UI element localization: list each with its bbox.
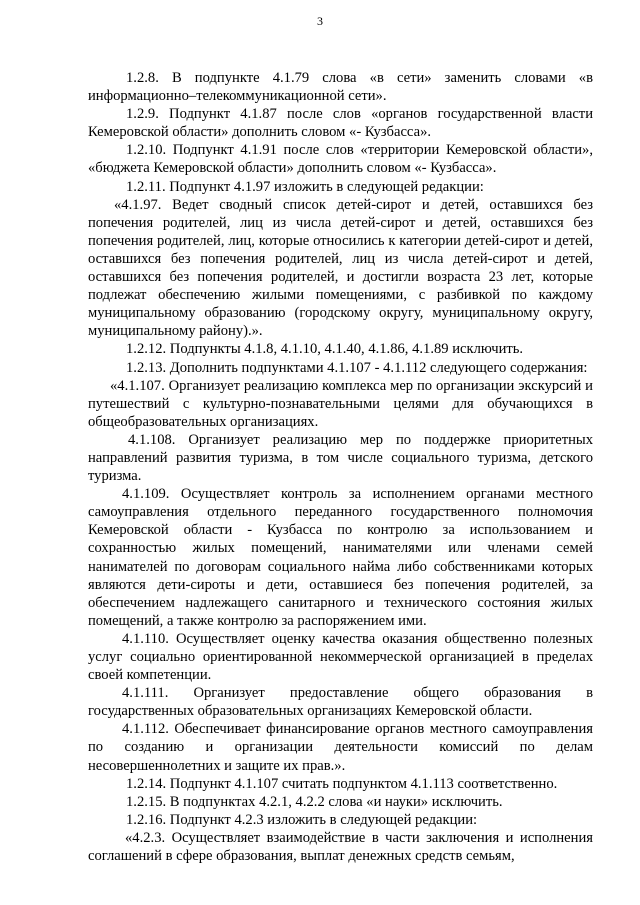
paragraph-4-1-112: 4.1.112. Обеспечивает финансирование органов местного самоуправления по созданию и организации деятельности комиссий по делам несовершеннолетних и защите их прав.».: [88, 721, 593, 774]
paragraph-1-2-10: 1.2.10. Подпункт 4.1.91 после слов «территории Кемеровской области», «бюджета Кемеровской области» дополнить словом «- Кузбасса».: [88, 142, 593, 177]
paragraph-4-1-109: 4.1.109. Осуществляет контроль за исполнением органами местного самоуправления отдельного переданного государственного полномочия Кемеровской области - Кузбасса по контролю за использованием и сохранностью жилых помещений, нанимателями или членами семей нанимателей по договорам социального найма либо собственниками которых являются дети-сироты и дети, оставшиеся без попечения родителей, за обеспечением надлежащего санитарного и технического состояния жилых помещений, а также контролю за распоряжением ими.: [88, 486, 593, 629]
paragraph-4-1-110: 4.1.110. Осуществляет оценку качества оказания общественно полезных услуг социально ориентированной некоммерческой организацией в пределах своей компетенции.: [88, 630, 593, 684]
paragraph-4-1-108: 4.1.108. Организует реализацию мер по поддержке приоритетных направлений развития туризма, в том числе социального туризма, детского туризма.: [88, 431, 593, 485]
paragraph-4-1-107: «4.1.107. Организует реализацию комплекса мер по организации экскурсий и путешествий с культурно-познавательными целями для обучающихся в общеобразовательных организациях.: [88, 377, 593, 430]
paragraph-1-2-9: 1.2.9. Подпункт 4.1.87 после слов «органов государственной власти Кемеровской области» дополнить словом «- Кузбасса».: [88, 106, 593, 141]
paragraph-1-2-8: 1.2.8. В подпункте 4.1.79 слова «в сети» заменить словами «в информационно–телекоммуникационной сети».: [88, 70, 593, 105]
paragraph-1-2-12: 1.2.12. Подпункты 4.1.8, 4.1.10, 4.1.40, 4.1.86, 4.1.89 исключить.: [126, 341, 524, 358]
paragraph-1-2-16: 1.2.16. Подпункт 4.2.3 изложить в следующей редакции:: [126, 811, 478, 828]
paragraph-4-2-3: «4.2.3. Осуществляет взаимодействие в части заключения и исполнения соглашений в сфере образования, выплат денежных средств семьям,: [88, 829, 593, 865]
paragraph-4-1-111: 4.1.111. Организует предоставление общего образования в государственных образовательных организациях Кемеровской области.: [88, 685, 593, 720]
page-number: 3: [317, 14, 323, 28]
paragraph-1-2-15: 1.2.15. В подпунктах 4.2.1, 4.2.2 слова «и науки» исключить.: [126, 793, 503, 810]
paragraph-1-2-13: 1.2.13. Дополнить подпунктами 4.1.107 - 4.1.112 следующего содержания:: [126, 359, 588, 376]
paragraph-1-2-14: 1.2.14. Подпункт 4.1.107 считать подпунктом 4.1.113 соответственно.: [126, 775, 558, 792]
document-body: [88, 69, 593, 865]
paragraph-4-1-97: «4.1.97. Ведет сводный список детей-сирот и детей, оставшихся без попечения родителей, лиц из числа детей-сирот и детей, оставшихся без попечения родителей, лиц, которые относились к категории детей-сирот и детей, оставшихся без попечения родителей, лиц из числа детей-сирот и детей, оставшихся без попечения родителей, и достигли возраста 23 лет, которые подлежат обеспечению жилыми помещениями, с разбивкой по каждому муниципальному образованию (городскому округу, муниципальному округу, муниципальному району).».: [88, 196, 593, 340]
paragraph-1-2-11: 1.2.11. Подпункт 4.1.97 изложить в следующей редакции:: [126, 178, 484, 195]
